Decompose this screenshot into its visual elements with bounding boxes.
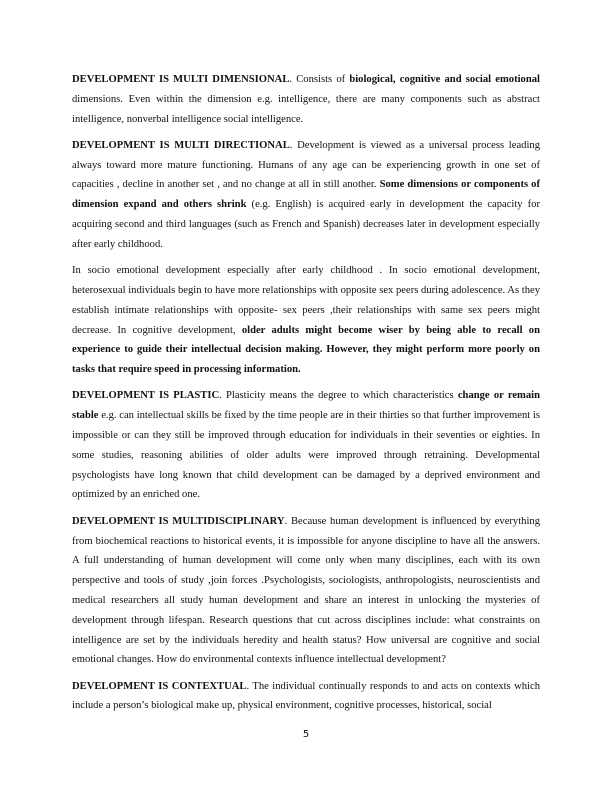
paragraph	[72, 512, 540, 670]
text-run: . Consists of	[289, 74, 350, 85]
paragraph	[72, 677, 540, 717]
bold-text-run: DEVELOPMENT IS MULTIDISCIPLINARY	[72, 515, 285, 527]
paragraph	[72, 70, 540, 129]
bold-text-run: biological, cognitive and social emotional	[349, 74, 540, 85]
bold-text-run: Some dimensions or components of dimension expand and others shrink	[72, 179, 540, 211]
paragraph	[72, 136, 540, 255]
bold-text-run: DEVELOPMENT IS CONTEXTUAL	[72, 680, 247, 692]
paragraph	[72, 261, 540, 380]
text-run: . The individual continually responds to and acts on contexts which include a person’s biological make up, physical environment, cognitive processes, historical, social	[72, 680, 540, 712]
text-run: (e.g. English) is acquired early in development the capacity for acquiring second and third languages (such as French and Spanish) decreases later in development especially after early childhood.	[72, 199, 541, 250]
bold-text-run: older adults might become wiser by being able to recall on experience to guide their intellectual decision making. However, they might perform more poorly on tasks that require speed in processing information.	[72, 324, 540, 376]
bold-text-run: change or remain stable	[72, 390, 541, 422]
text-run: . Development is viewed as a universal process leading always toward more mature functioning. Humans of any age can be experiencing growth in one set of capacities , decline in another set , and no change at all in still another.	[72, 139, 540, 191]
paragraph	[72, 386, 540, 505]
text-run: . Plasticity means the degree to which characteristics	[219, 390, 458, 402]
page-number: 5	[302, 729, 310, 740]
body-text	[72, 70, 540, 723]
text-run: dimensions. Even within the dimension e.g. intelligence, there are many components such as abstract intelligence, nonverbal intelligence social intelligence.	[72, 93, 540, 125]
text-run: e.g. can intellectual skills be fixed by the time people are in their thirties so that further improvement is impossible or can they still be improved through education for individuals in their seventies or eighties. In some studies, reasoning abilities of older adults were improved through retraining. Developmental psychologists have long known that child development can be damaged by a deprived environment and optimized by an enriched one.	[72, 410, 540, 501]
text-run: In socio emotional development especially after early childhood . In socio emotional development, heterosexual individuals begin to have more relationships with opposite sex peers during adolescence. As they establish intimate relationships with opposite- sex peers ,their relationships with same sex peers might decrease. In cognitive development,	[72, 265, 540, 336]
text-run: . Because human development is influenced by everything from biochemical reactions to historical events, it is impossible for anyone discipline to have all the answers. A full understanding of human development will come only when many disciplines, each with its own perspective and tools of study ,join forces .Psychologists, sociologists, anthropologists, neuroscientists and medical researchers all study human development and share an interest in unlocking the mysteries of development through lifespan. Research questions that cut across disciplines include: what constraints on intelligence are set by the individuals heredity and health status? How universal are cognitive and social emotional changes. How do environmental contexts influence intellectual development?	[72, 515, 540, 666]
bold-text-run: DEVELOPMENT IS MULTI DIRECTIONAL	[72, 139, 290, 151]
bold-text-run: DEVELOPMENT IS MULTI DIMENSIONAL	[72, 74, 290, 85]
bold-text-run: DEVELOPMENT IS PLASTIC	[72, 390, 220, 402]
